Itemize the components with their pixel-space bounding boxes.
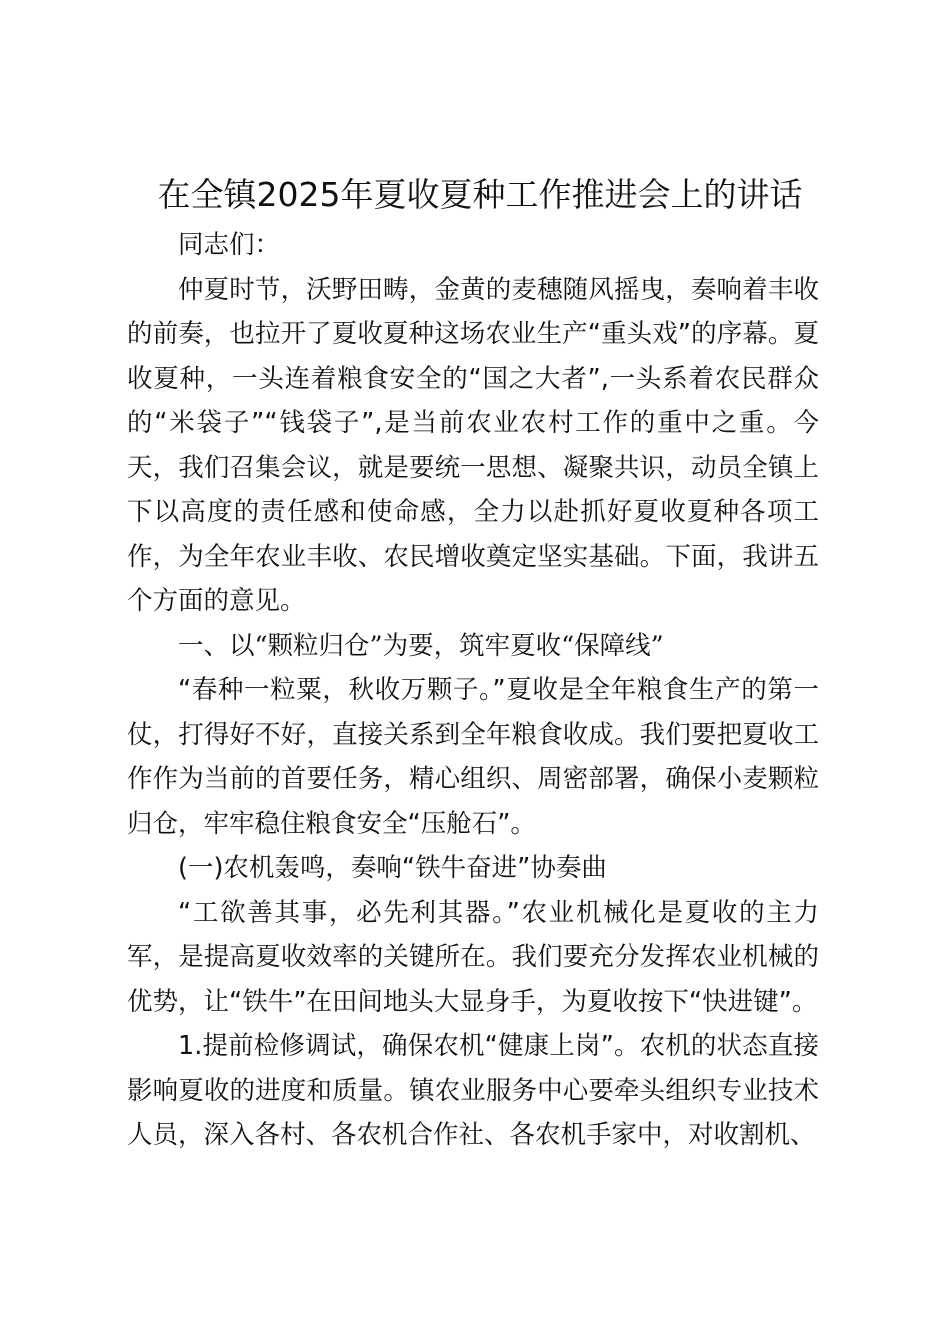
subsection-heading-1: (一)农机轰鸣，奏响“铁牛奋进”协奏曲: [178, 853, 607, 883]
paragraph-item-1: 1.提前检修调试，确保农机“健康上岗”。农机的状态直接影响夏收的进度和质量。镇农业服务中心要牵头组织专业技术人员，深入各村、各农机合作社、各农机手家中，对收割机、: [127, 1031, 819, 1150]
paragraph-subsection-1: “工欲善其事，必先利其器。”农业机械化是夏收的主力军，是提高夏收效率的关键所在。我们要充分发挥农业机械的优势，让“铁牛”在田间地头大显身手，为夏收按下“快进键”。: [127, 897, 819, 1017]
document-title: 在全镇2025年夏收夏种工作推进会上的讲话: [157, 175, 803, 214]
document-body: [127, 223, 819, 1158]
salutation: 同志们：: [178, 230, 281, 260]
paragraph-section-1: “春种一粒粟，秋收万颗子。”夏收是全年粮食生产的第一仗，打得好不好，直接关系到全年粮食收成。我们要把夏收工作作为当前的首要任务，精心组织、周密部署，确保小麦颗粒归仓，牢牢稳住粮食安全“压舱石”。: [127, 675, 819, 839]
section-heading-1: 一、以“颗粒归仓”为要，筑牢夏收“保障线”: [178, 630, 664, 661]
paragraph-intro: 仲夏时节，沃野田畴，金黄的麦穗随风摇曳，奏响着丰收的前奏，也拉开了夏收夏种这场农业生产“重头戏”的序幕。夏收夏种，一头连着粮食安全的“国之大者”,一头系着农民群众的“米袋子”“钱袋子”,是当前农业农村工作的重中之重。今天，我们召集会议，就是要统一思想、凝聚共识，动员全镇上下以高度的责任感和使命感，全力以赴抓好夏收夏种各项工作，为全年农业丰收、农民增收奠定坚实基础。下面，我讲五个方面的意见。: [127, 274, 819, 616]
